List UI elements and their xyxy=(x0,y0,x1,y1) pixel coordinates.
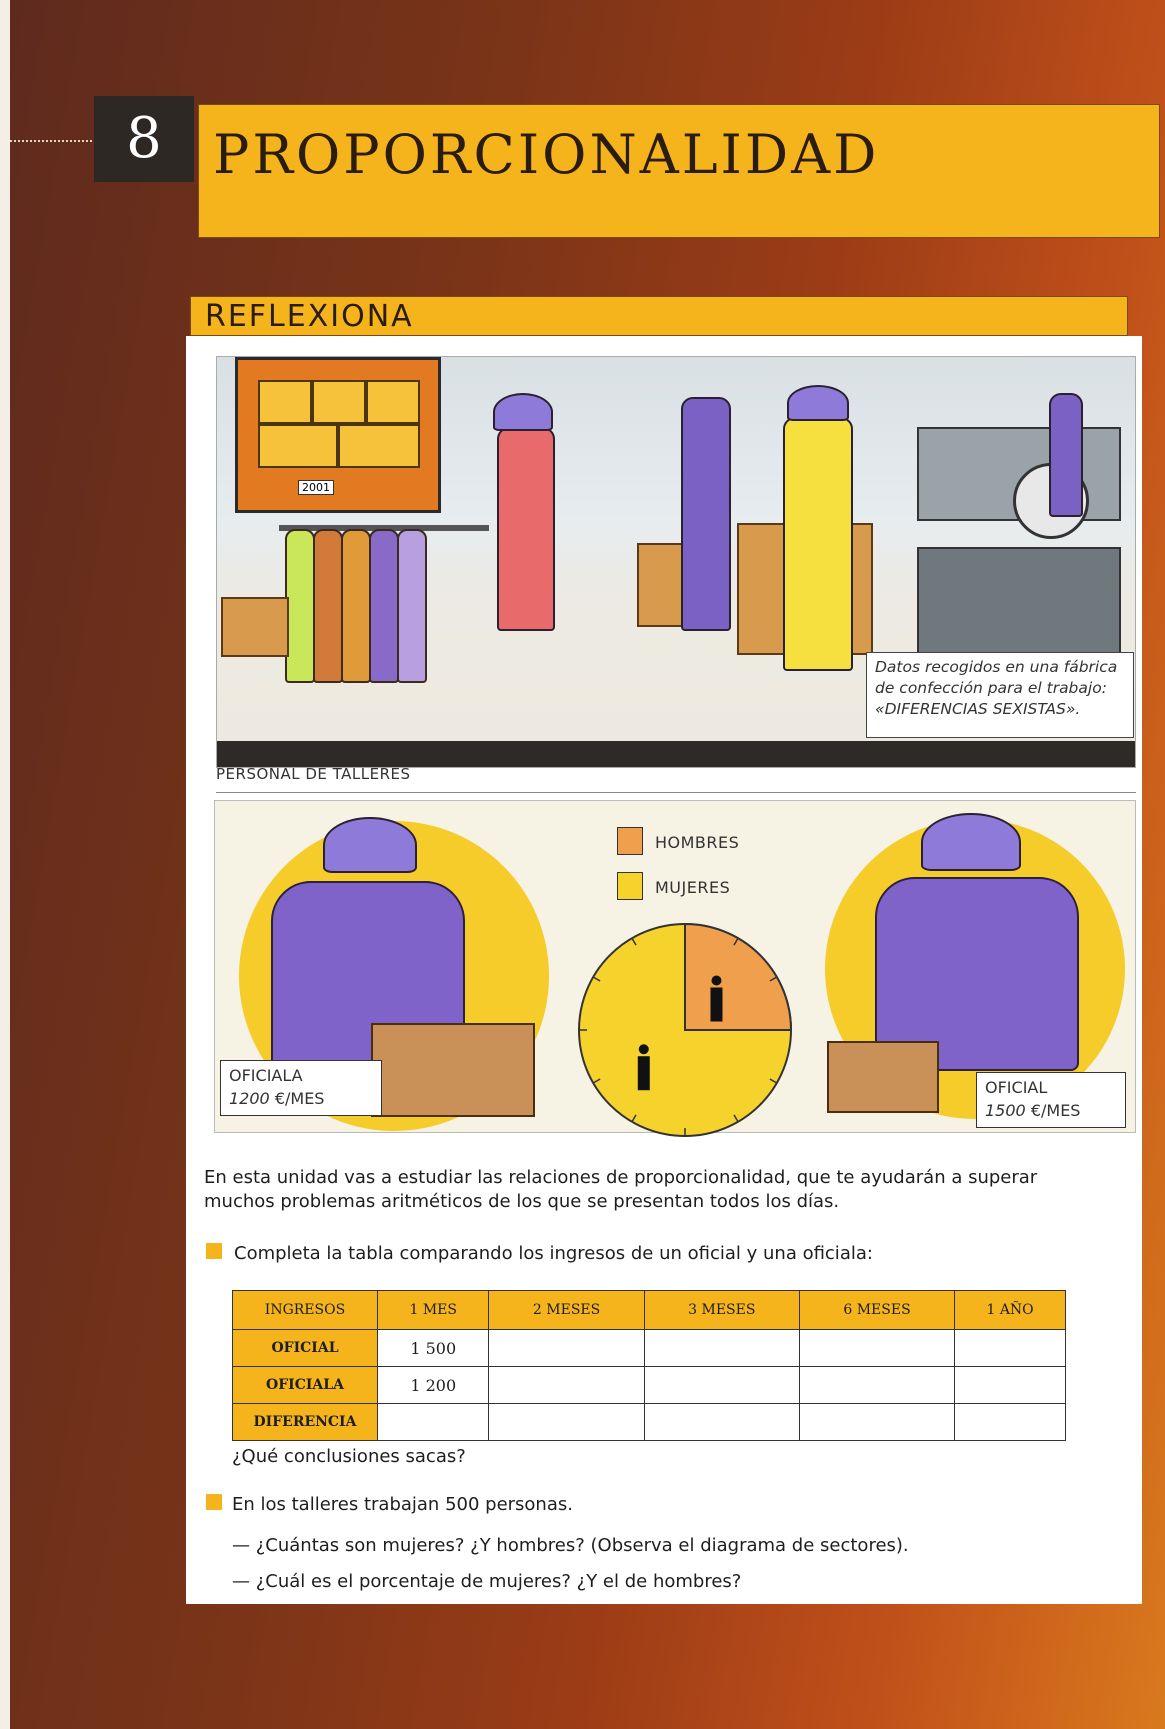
package xyxy=(371,1023,535,1117)
sub-question: — ¿Cuántas son mujeres? ¿Y hombres? (Observa el diagrama de sectores). xyxy=(232,1535,909,1556)
table-cell[interactable] xyxy=(644,1330,799,1367)
task-completa-tabla: Completa la tabla comparando los ingresos de un oficial y una oficiala: xyxy=(234,1243,873,1264)
table-header: 1 AÑO xyxy=(955,1291,1066,1330)
legend-label-mujeres: MUJERES xyxy=(655,878,731,897)
man-pictogram-icon xyxy=(710,976,722,1022)
salary-amount: 1500 xyxy=(985,1101,1026,1120)
dotted-leader xyxy=(10,140,92,142)
page-edge xyxy=(0,0,10,1729)
table-cell[interactable] xyxy=(644,1404,799,1441)
helmet xyxy=(787,385,849,421)
table-cell[interactable] xyxy=(955,1330,1066,1367)
background-worker xyxy=(1049,393,1083,517)
table-header: 2 MESES xyxy=(489,1291,644,1330)
table-header-row xyxy=(233,1291,1066,1330)
oficiala-salary-label xyxy=(220,1060,382,1116)
pie-chart xyxy=(572,917,798,1143)
data-callout xyxy=(866,652,1134,738)
table-cell[interactable] xyxy=(644,1367,799,1404)
table-cell[interactable] xyxy=(955,1404,1066,1441)
chapter-title-bar xyxy=(198,104,1160,238)
section-bar xyxy=(190,296,1128,336)
callout-line: Datos recogidos en una fábrica xyxy=(875,658,1118,676)
oficial-salary-label xyxy=(976,1072,1126,1128)
table-header: 6 MESES xyxy=(799,1291,954,1330)
garment xyxy=(285,529,315,683)
salary-role: OFICIAL xyxy=(985,1078,1048,1097)
table-header: 3 MESES xyxy=(644,1291,799,1330)
table-cell[interactable] xyxy=(489,1330,644,1367)
bullet-square xyxy=(206,1494,222,1510)
table-cell[interactable] xyxy=(489,1404,644,1441)
package xyxy=(827,1041,939,1113)
intro-paragraph: En esta unidad vas a estudiar las relaciones de proporcionalidad, que te ayudarán a superar muchos problemas aritméticos de los que se presentan todos los días. xyxy=(204,1167,1038,1212)
callout-line: «DIFERENCIAS SEXISTAS». xyxy=(875,700,1081,718)
caption-rule xyxy=(216,792,1136,793)
table-cell[interactable] xyxy=(378,1404,489,1441)
salary-unit: €/MES xyxy=(1030,1101,1081,1120)
helmet xyxy=(493,393,553,431)
garment xyxy=(341,529,371,683)
table-header: 1 MES xyxy=(378,1291,489,1330)
legend-label-hombres: HOMBRES xyxy=(655,833,740,852)
section-title: REFLEXIONA xyxy=(205,299,414,334)
cardboard-box xyxy=(221,597,289,657)
salary-amount: 1200 xyxy=(229,1089,270,1108)
callout-line: de confección para el trabajo: xyxy=(875,679,1107,697)
row-label: OFICIAL xyxy=(233,1330,378,1367)
industrial-machine xyxy=(917,547,1121,661)
floor xyxy=(217,741,1135,767)
camera-woman xyxy=(497,427,555,631)
salary-role: OFICIALA xyxy=(229,1066,303,1085)
woman-pictogram-icon xyxy=(638,1044,650,1090)
table-cell[interactable]: 1 200 xyxy=(378,1367,489,1404)
income-table xyxy=(232,1290,1066,1441)
sub-question: — ¿Cuál es el porcentaje de mujeres? ¿Y el de hombres? xyxy=(232,1571,742,1592)
pie-slice-hombres xyxy=(685,924,791,1030)
legend-swatch-mujeres xyxy=(617,872,643,900)
table-cell[interactable] xyxy=(799,1404,954,1441)
question-conclusiones: ¿Qué conclusiones sacas? xyxy=(232,1446,466,1467)
row-label: OFICIALA xyxy=(233,1367,378,1404)
bullet-square xyxy=(206,1243,222,1259)
truck-plate: 2001 xyxy=(298,480,334,495)
table-row xyxy=(233,1330,1066,1367)
table-cell[interactable] xyxy=(489,1367,644,1404)
pie-chart-svg xyxy=(572,917,798,1143)
task-talleres: En los talleres trabajan 500 personas. xyxy=(232,1494,573,1515)
table-cell[interactable] xyxy=(799,1367,954,1404)
woman-in-coat xyxy=(681,397,731,631)
table-row xyxy=(233,1367,1066,1404)
table-header: INGRESOS xyxy=(233,1291,378,1330)
truck-illustration xyxy=(235,357,441,513)
garment xyxy=(313,529,343,683)
helmet xyxy=(323,817,417,873)
table-cell[interactable]: 1 500 xyxy=(378,1330,489,1367)
table-cell[interactable] xyxy=(955,1367,1066,1404)
chapter-title: PROPORCIONALIDAD xyxy=(213,123,880,186)
salary-unit: €/MES xyxy=(274,1089,325,1108)
row-label: DIFERENCIA xyxy=(233,1404,378,1441)
illustration-caption: PERSONAL DE TALLERES xyxy=(216,765,411,783)
garment xyxy=(369,529,399,683)
table-cell[interactable] xyxy=(799,1330,954,1367)
man-with-clipboard xyxy=(783,417,853,671)
chapter-number: 8 xyxy=(94,96,194,182)
garment xyxy=(397,529,427,683)
helmet xyxy=(921,813,1021,871)
legend-swatch-hombres xyxy=(617,827,643,855)
table-row xyxy=(233,1404,1066,1441)
